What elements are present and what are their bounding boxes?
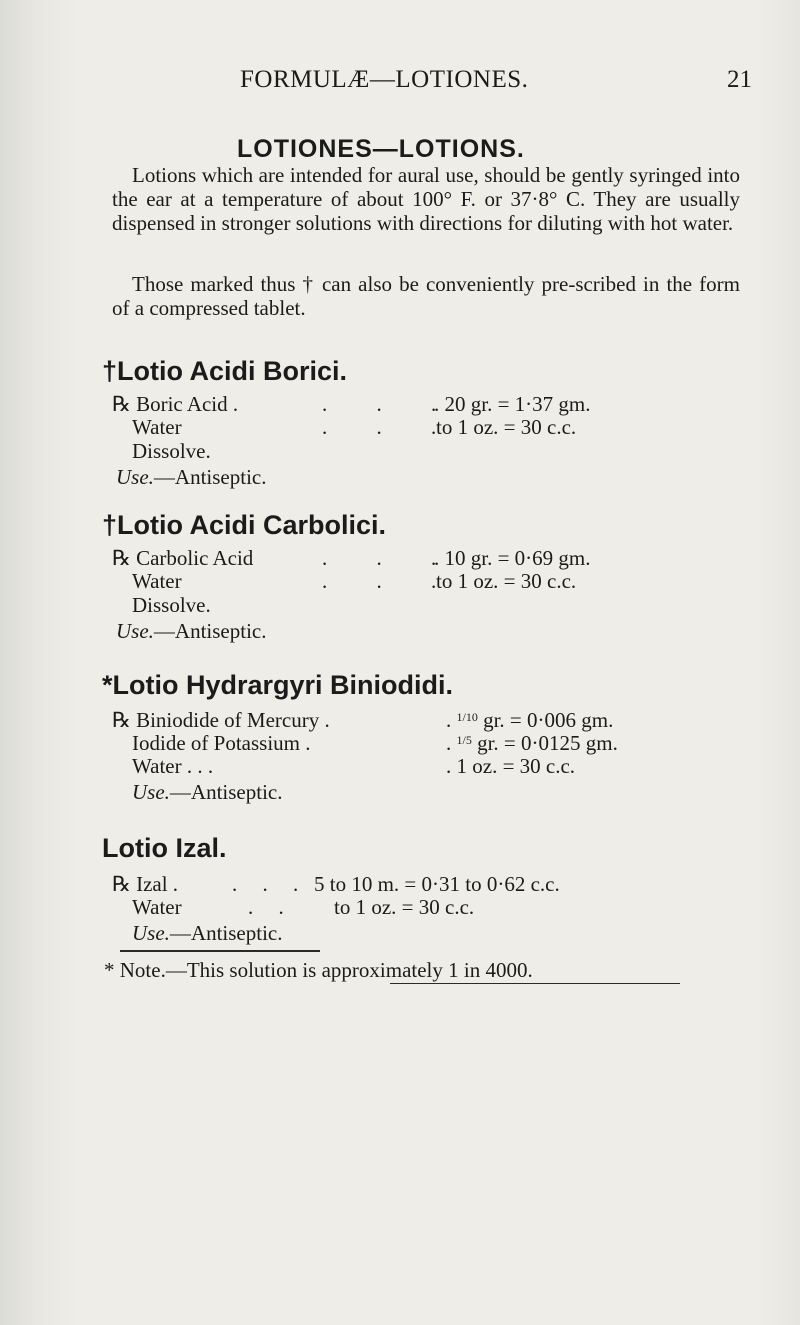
footnote: * Note.—This solution is approximately 1 in 4000.: [104, 958, 533, 982]
ingredient-amount: [446, 754, 575, 779]
formula-heading: Lotio Izal.: [102, 833, 227, 863]
directions: Dissolve.: [132, 439, 211, 463]
page-number: 21: [727, 66, 752, 93]
ingredient-amount: to 1 oz. = 30 c.c.: [436, 569, 577, 593]
formula-heading: *Lotio Hydrargyri Biniodidi.: [102, 670, 454, 700]
amount-text: gr. = 0·0125 gm.: [477, 731, 618, 755]
running-head-title: FORMULÆ—LOTIONES.: [240, 66, 529, 93]
use-text: —Antiseptic.: [153, 465, 267, 489]
formula-heading: †Lotio Acidi Borici.: [102, 356, 348, 386]
ingredient-name: Iodide of Potassium .: [132, 731, 311, 755]
intro-paragraph-2: Those marked thus † can also be conveniently pre-scribed in the form of a compressed tablet.: [112, 272, 740, 320]
ingredient-name: ℞ Carbolic Acid: [112, 546, 254, 570]
ingredient-amount: [446, 708, 613, 733]
use-text: —Antiseptic.: [169, 780, 283, 804]
ingredient-name: Water: [132, 569, 182, 593]
leader-dots: . . .: [322, 569, 459, 593]
leader-dots: . . .: [232, 872, 309, 896]
ingredient-amount: to 1 oz. = 30 c.c.: [436, 415, 577, 439]
leader-dots: . . .: [322, 392, 459, 416]
ingredient-amount: to 1 oz. = 30 c.c.: [334, 895, 475, 919]
directions: Dissolve.: [132, 593, 211, 617]
ingredient-amount: [446, 731, 618, 756]
use-label: Use.: [116, 619, 154, 643]
use-line: [116, 619, 267, 644]
ingredient-name: ℞ Izal .: [112, 872, 179, 896]
ingredient-name: ℞ Boric Acid .: [112, 392, 239, 416]
fraction: 1/5: [456, 733, 472, 747]
fraction: 1/10: [456, 710, 478, 724]
ingredient-amount: . 10 gr. = 0·69 gm.: [434, 546, 591, 570]
leader-dots: . .: [248, 895, 294, 919]
running-head: [0, 66, 800, 106]
use-label: Use.: [132, 921, 170, 945]
intro-paragraph-1: Lotions which are intended for aural use, should be gently syringed into the ear at a temperature of about 100° F. or 37·8° C. They are usually dispensed in stronger solutions with directions for diluting with hot water.: [112, 163, 740, 235]
formula-heading: †Lotio Acidi Carbolici.: [102, 510, 387, 540]
footnote-rule: [120, 950, 320, 952]
ingredient-name: Water: [132, 895, 182, 919]
use-text: —Antiseptic.: [169, 921, 283, 945]
footnote-underline: [390, 983, 680, 984]
ingredient-name: ℞ Biniodide of Mercury .: [112, 708, 330, 732]
use-text: —Antiseptic.: [153, 619, 267, 643]
amount-text: gr. = 0·006 gm.: [483, 708, 614, 732]
ingredient-name: Water . . .: [132, 754, 214, 778]
leader-dots: .: [446, 708, 452, 732]
ingredient-amount: . 20 gr. = 1·37 gm.: [434, 392, 591, 416]
use-line: [116, 465, 267, 490]
use-label: Use.: [132, 780, 170, 804]
use-line: [132, 780, 283, 805]
use-line: [132, 921, 283, 946]
section-title: LOTIONES—LOTIONS.: [237, 135, 525, 163]
ingredient-amount: 5 to 10 m. = 0·31 to 0·62 c.c.: [314, 872, 560, 896]
use-label: Use.: [116, 465, 154, 489]
leader-dots: . . .: [322, 415, 459, 439]
leader-dots: .: [446, 754, 452, 778]
ingredient-name: Water: [132, 415, 182, 439]
amount-text: 1 oz. = 30 c.c.: [456, 754, 576, 778]
leader-dots: . . .: [322, 546, 459, 570]
leader-dots: .: [446, 731, 452, 755]
